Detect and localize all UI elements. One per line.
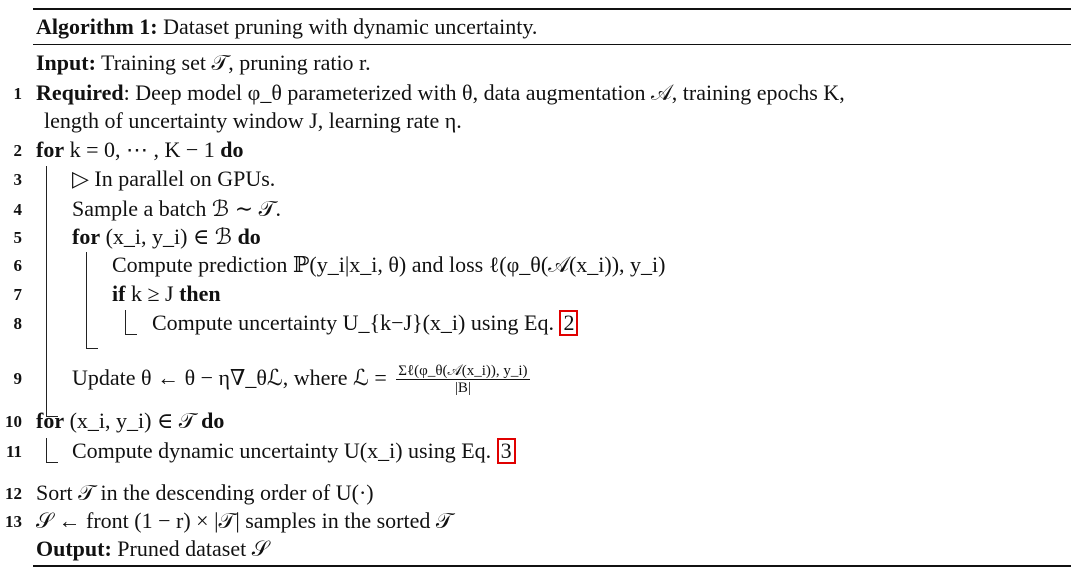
algo-line-7 xyxy=(112,281,221,307)
input-line xyxy=(36,50,371,76)
output-text: Pruned dataset 𝒮 xyxy=(117,536,269,561)
line-8-text: Compute uncertainty U_{k−J}(x_i) using Eq. xyxy=(152,310,554,335)
line-number-11: 11 xyxy=(5,442,22,461)
second-loop-bar xyxy=(46,438,47,462)
line-1-text: : Deep model φ_θ parameterized with θ, data augmentation 𝒜, training epochs K, xyxy=(123,80,845,105)
line-1-continued-text: length of uncertainty window J, learning rate η. xyxy=(44,108,462,133)
bottom-rule xyxy=(33,565,1071,567)
algo-line-1-cont xyxy=(44,108,462,134)
equation-3-link[interactable]: 3 xyxy=(497,438,516,464)
keyword-for: for xyxy=(72,224,101,249)
line-number-10: 10 xyxy=(5,412,22,431)
algo-line-2 xyxy=(36,137,244,163)
line-number-3: 3 xyxy=(13,170,22,189)
line-5-text: (x_i, y_i) ∈ ℬ xyxy=(100,224,238,249)
if-block-foot xyxy=(125,334,137,335)
line-number-8: 8 xyxy=(13,314,22,333)
line-number-7: 7 xyxy=(13,285,22,304)
keyword-required: Required xyxy=(36,80,124,105)
keyword-do: do xyxy=(201,408,225,433)
output-line xyxy=(36,536,269,562)
algo-line-5 xyxy=(72,224,261,250)
equation-2-link[interactable]: 2 xyxy=(559,310,578,336)
line-12-text: Sort 𝒯 in the descending order of U(·) xyxy=(36,480,374,505)
algorithm-title-label: Algorithm 1: xyxy=(36,14,158,39)
line-number-9: 9 xyxy=(13,369,22,388)
line-13-text: 𝒮 ← front (1 − r) × |𝒯| samples in the sorted 𝒯 xyxy=(36,508,453,533)
input-text: Training set 𝒯, pruning ratio r. xyxy=(101,50,371,75)
input-label: Input: xyxy=(36,50,96,75)
keyword-for: for xyxy=(36,408,65,433)
algo-line-6 xyxy=(112,252,666,278)
loss-denominator: |B| xyxy=(454,380,471,397)
algo-line-11 xyxy=(72,438,516,464)
keyword-for: for xyxy=(36,137,65,162)
algo-line-8 xyxy=(152,310,578,336)
line-number-6: 6 xyxy=(13,256,22,275)
keyword-then: then xyxy=(179,281,221,306)
line-7-text: k ≥ J xyxy=(125,281,180,306)
keyword-do: do xyxy=(237,224,261,249)
inner-loop-foot xyxy=(86,348,98,349)
line-number-5: 5 xyxy=(13,228,22,247)
line-10-text: (x_i, y_i) ∈ 𝒯 xyxy=(64,408,202,433)
line-number-2: 2 xyxy=(13,141,22,160)
keyword-do: do xyxy=(220,137,244,162)
algo-line-10 xyxy=(36,408,224,434)
line-3-text: ▷ In parallel on GPUs. xyxy=(72,166,276,191)
algo-line-4 xyxy=(72,196,281,222)
algo-line-9 xyxy=(72,358,534,398)
algo-line-13 xyxy=(36,508,453,534)
second-loop-foot xyxy=(46,462,58,463)
top-rule xyxy=(33,8,1071,10)
algorithm-title-text: Dataset pruning with dynamic uncertainty. xyxy=(163,14,538,39)
line-9-text: Update θ ← θ − η∇_θℒ, where ℒ = xyxy=(72,365,387,390)
inner-loop-bar xyxy=(86,252,87,348)
line-4-text: Sample a batch ℬ ∼ 𝒯. xyxy=(72,196,281,221)
algo-line-3 xyxy=(72,166,275,192)
loss-numerator: Σℓ(φ_θ(𝒜(x_i)), y_i) xyxy=(398,363,528,380)
output-label: Output: xyxy=(36,536,112,561)
line-number-4: 4 xyxy=(13,200,22,219)
algorithm-title xyxy=(36,14,537,40)
keyword-if: if xyxy=(112,281,126,306)
line-number-13: 13 xyxy=(5,512,22,531)
outer-loop-bar xyxy=(46,166,47,416)
line-6-text: Compute prediction ℙ(y_i|x_i, θ) and loss ℓ(φ_θ(𝒜(x_i)), y_i) xyxy=(112,252,666,277)
algo-line-12 xyxy=(36,480,374,506)
line-number-12: 12 xyxy=(5,484,22,503)
if-block-bar xyxy=(125,310,126,334)
title-rule xyxy=(33,44,1071,45)
line-2-text: k = 0, ⋯ , K − 1 xyxy=(64,137,221,162)
loss-fraction xyxy=(396,363,529,396)
line-11-text: Compute dynamic uncertainty U(x_i) using Eq. xyxy=(72,438,492,463)
line-number-1: 1 xyxy=(13,84,22,103)
algo-line-1 xyxy=(36,80,845,106)
